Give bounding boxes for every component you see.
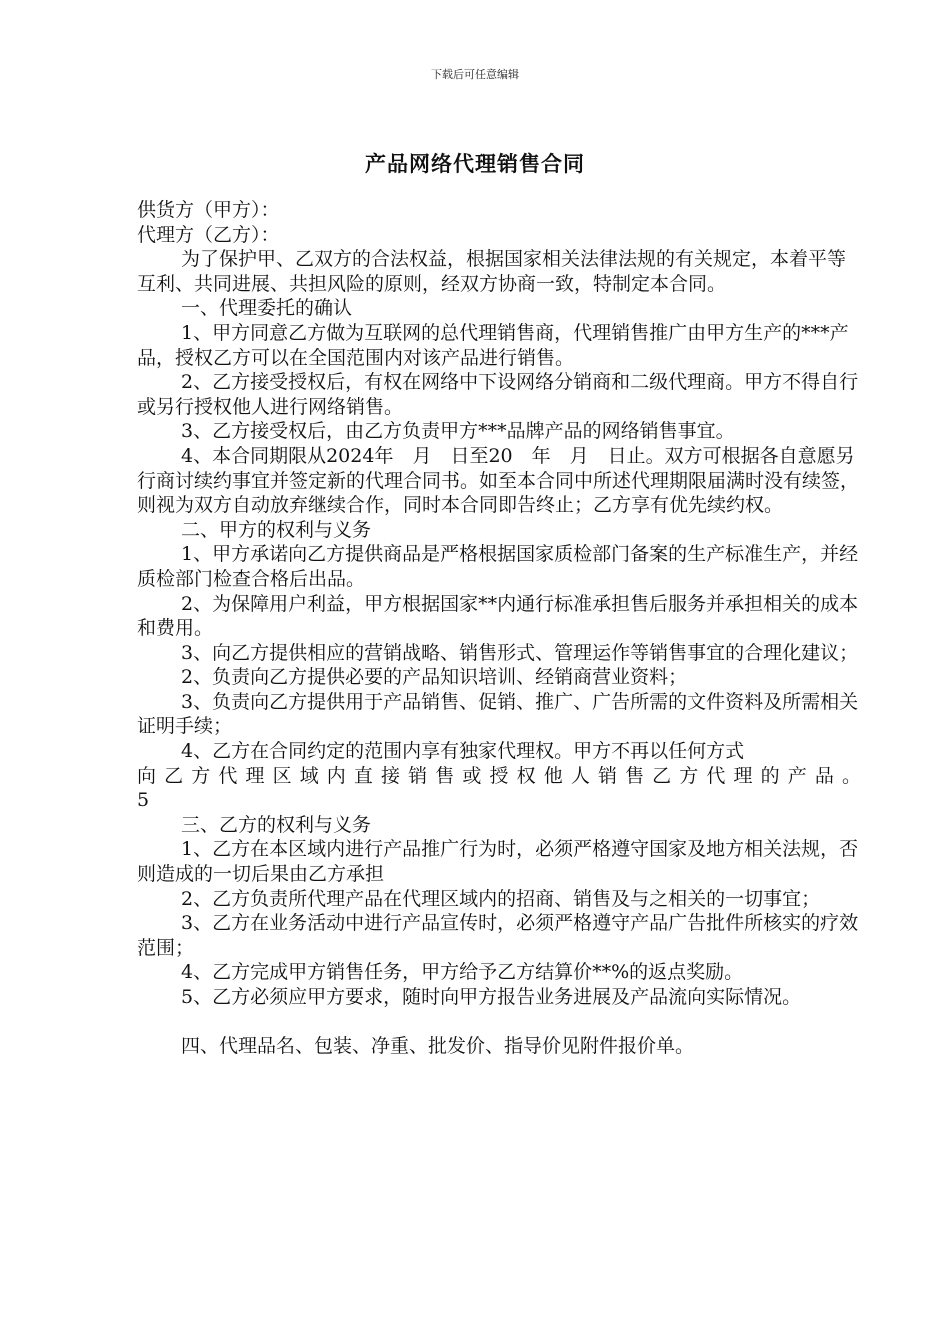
section-3-item: 3、乙方在业务活动中进行产品宣传时，必须严格遵守产品广告批件所核实的疗效范围； — [137, 912, 859, 959]
section-2-item-last-line-2: 向乙方代理区域内直接销售或授权他人销售乙方代理的产品。 — [137, 764, 861, 787]
section-3-item: 2、乙方负责所代理产品在代理区域内的招商、销售及与之相关的一切事宜； — [181, 887, 821, 910]
intro-paragraph: 为了保护甲、乙双方的合法权益，根据国家相关法律法规的有关规定，本着平等互利、共同进展、共担风险的原则，经双方协商一致，特制定本合同。 — [137, 248, 847, 295]
section-2-item-last-line-3: 5 — [137, 789, 150, 812]
section-3-item: 1、乙方在本区域内进行产品推广行为时，必须严格遵守国家及地方相关法规，否则造成的一切后果由乙方承担 — [137, 838, 859, 886]
document-title: 产品网络代理销售合同 — [365, 151, 585, 176]
supplier-party-line: 供货方（甲方）： — [137, 199, 280, 221]
section-2-item: 3、负责向乙方提供用于产品销售、促销、推广、广告所需的文件资料及所需相关证明手续； — [137, 690, 859, 738]
section-2-item: 2、为保障用户利益，甲方根据国家**内通行标准承担售后服务并承担相关的成本和费用。 — [137, 592, 859, 640]
contract-body — [137, 198, 861, 1059]
section-2-heading: 二、甲方的权利与义务 — [181, 518, 372, 541]
section-1-item: 1、甲方同意乙方做为互联网的总代理销售商，代理销售推广由甲方生产的***产品，授权乙方可以在全国范围内对该产品进行销售。 — [137, 321, 849, 369]
header-note: 下载后可任意编辑 — [431, 68, 519, 81]
section-1-heading: 一、代理委托的确认 — [181, 297, 353, 320]
section-1-item: 3、乙方接受权后，由乙方负责甲方***品牌产品的网络销售事宜。 — [181, 420, 735, 443]
section-2-item: 1、甲方承诺向乙方提供商品是严格根据国家质检部门备案的生产标准生产，并经质检部门检查合格后出品。 — [137, 543, 859, 590]
section-2-item: 3、向乙方提供相应的营销战略、销售形式、管理运作等销售事宜的合理化建议； — [181, 641, 859, 664]
section-1-item: 2、乙方接受授权后，有权在网络中下设网络分销商和二级代理商。甲方不得自行或另行授权他人进行网络销售。 — [137, 371, 859, 418]
blank-line — [137, 1010, 861, 1035]
section-1-item: 4、本合同期限从2024年 月 日至20 年 月 日止。双方可根据各自意愿另行商讨续约事宜并签定新的代理合同书。如至本合同中所述代理期限届满时没有续签，则视为双方自动放弃继续合作，同时本合同即告终止；乙方享有优先续约权。 — [137, 444, 860, 517]
section-2-item: 2、负责向乙方提供必要的产品知识培训、经销商营业资料； — [181, 666, 688, 689]
section-2-item-last-line-1: 4、乙方在合同约定的范围内享有独家代理权。甲方不再以任何方式 — [181, 740, 745, 763]
section-3-heading: 三、乙方的权利与义务 — [181, 813, 372, 836]
section-3-item: 4、乙方完成甲方销售任务，甲方给予乙方结算价**%的返点奖励。 — [181, 961, 744, 984]
section-4-heading: 四、代理品名、包装、净重、批发价、指导价见附件报价单。 — [181, 1035, 695, 1058]
section-3-item: 5、乙方必须应甲方要求，随时向甲方报告业务进展及产品流向实际情况。 — [181, 986, 802, 1008]
agent-party-line: 代理方（乙方）： — [137, 223, 280, 246]
